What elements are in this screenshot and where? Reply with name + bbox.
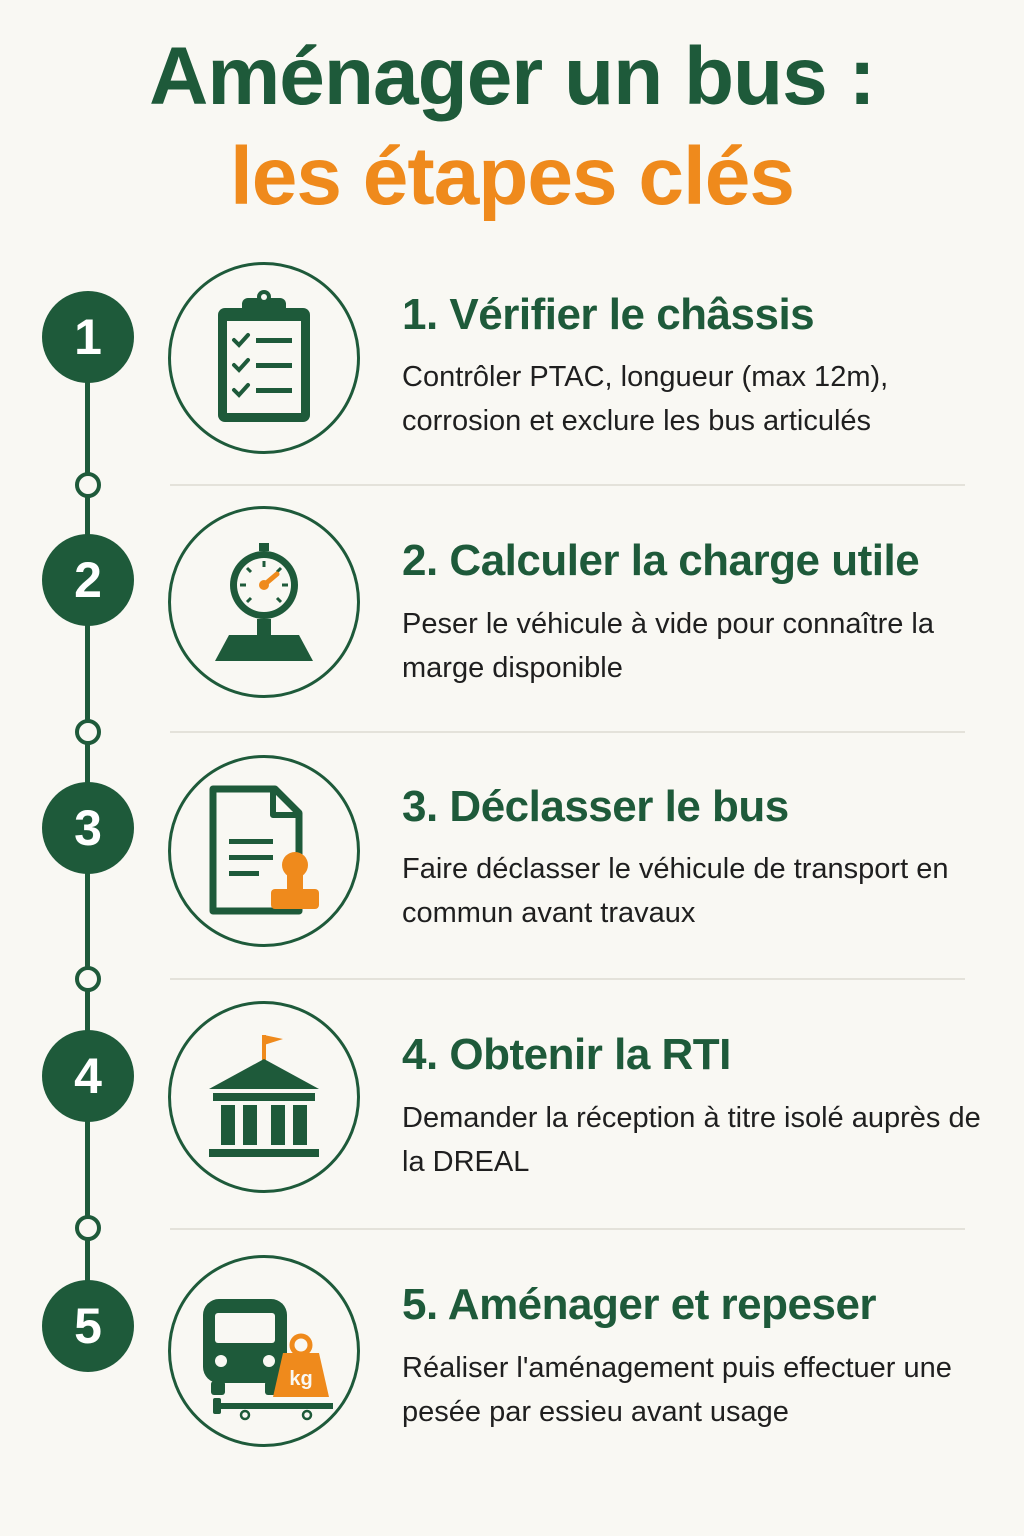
timeline-connector — [75, 1215, 101, 1241]
step-number-badge: 1 — [42, 291, 134, 383]
step-icon-circle — [168, 262, 360, 454]
timeline-connector — [75, 472, 101, 498]
step-description: Réaliser l'aménagement puis effectuer une pesée par essieu avant usage — [402, 1352, 952, 1428]
step-title: 2. Calculer la charge utile — [402, 536, 920, 585]
step-description: Contrôler PTAC, longueur (max 12m), corrosion et exclure les bus articulés — [402, 361, 889, 437]
step-title: 4. Obtenir la RTI — [402, 1030, 731, 1079]
page-subtitle: les étapes clés — [230, 131, 794, 222]
step-description: Demander la réception à titre isolé auprès de la DREAL — [402, 1102, 981, 1178]
weighing-scale-icon — [199, 537, 329, 667]
step-icon-circle — [168, 755, 360, 947]
step-number-badge: 4 — [42, 1030, 134, 1122]
divider — [170, 484, 965, 486]
divider — [170, 731, 965, 733]
step-icon-circle — [168, 1001, 360, 1193]
step-title: 1. Vérifier le châssis — [402, 290, 815, 339]
step-icon-circle — [168, 1255, 360, 1447]
step-description: Faire déclasser le véhicule de transport en commun avant travaux — [402, 853, 949, 929]
kg-label: kg — [289, 1368, 313, 1390]
step-description: Peser le véhicule à vide pour connaître la marge disponible — [402, 608, 934, 684]
timeline-connector — [75, 966, 101, 992]
clipboard-checklist-icon — [204, 288, 324, 428]
divider — [170, 1228, 965, 1230]
step-icon-circle — [168, 506, 360, 698]
step-number-badge: 2 — [42, 534, 134, 626]
divider — [170, 978, 965, 980]
step-title: 3. Déclasser le bus — [402, 782, 789, 831]
step-number-badge: 3 — [42, 782, 134, 874]
government-building-icon — [199, 1027, 329, 1167]
document-stamp-icon — [199, 783, 329, 919]
page-title: Aménager un bus : — [149, 31, 875, 122]
step-number-badge: 5 — [42, 1280, 134, 1372]
step-title: 5. Aménager et repeser — [402, 1280, 877, 1329]
timeline-connector — [75, 719, 101, 745]
bus-weight-icon — [189, 1281, 339, 1421]
